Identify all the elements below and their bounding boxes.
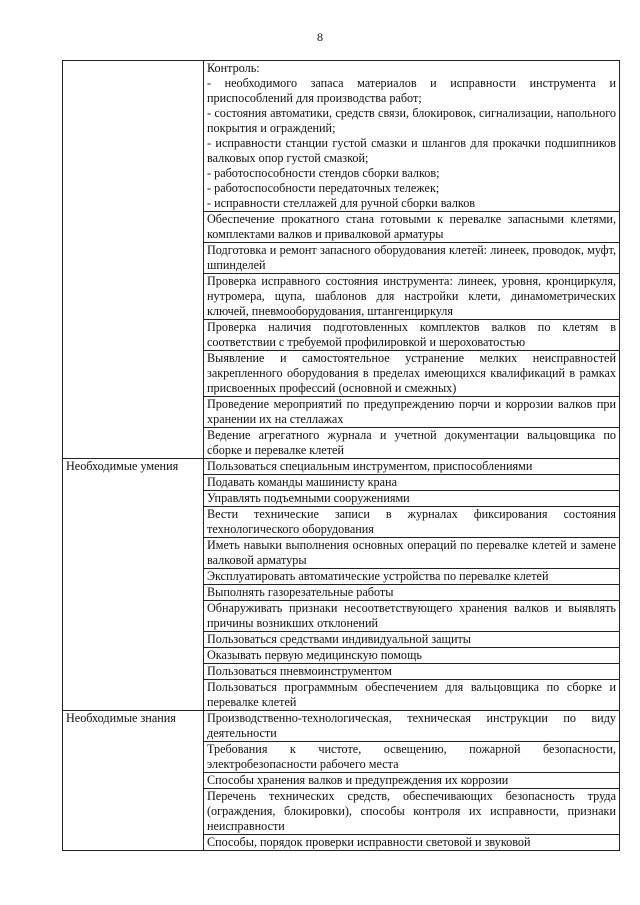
requirement-cell xyxy=(204,459,620,475)
requirement-text: Обеспечение прокатного стана готовыми к перевалке запасными клетями, комплектами валков и привалковой арматуры xyxy=(207,212,616,241)
requirement-cell xyxy=(204,835,620,851)
requirement-text: - исправности станции густой смазки и шлангов для прокачки подшипников валковых опор густой смазкой; xyxy=(207,136,616,165)
competency-table xyxy=(62,60,620,851)
requirement-text: Требования к чистоте, освещению, пожарной безопасности, электробезопасности рабочего места xyxy=(207,742,616,771)
requirement-cell xyxy=(204,585,620,601)
requirement-cell xyxy=(204,538,620,569)
requirement-cell xyxy=(204,243,620,274)
requirement-cell xyxy=(204,569,620,585)
requirement-cell xyxy=(204,632,620,648)
table-row xyxy=(63,459,620,475)
requirement-text: Обнаруживать признаки несоответствующего хранения валков и выявлять причины возникших отклонений xyxy=(207,601,616,630)
requirement-text: Контроль: xyxy=(207,61,260,75)
requirement-text: - необходимого запаса материалов и исправности инструмента и приспособлений для производства работ; xyxy=(207,76,616,105)
requirement-cell xyxy=(204,711,620,742)
requirement-text: Проведение мероприятий по предупреждению порчи и коррозии валков при хранении их на стеллажах xyxy=(207,397,616,426)
requirement-text: - работоспособности стендов сборки валков; xyxy=(207,166,440,180)
requirement-text: Подготовка и ремонт запасного оборудования клетей: линеек, проводок, муфт, шпинделей xyxy=(207,243,616,272)
requirement-cell xyxy=(204,320,620,351)
requirement-text: - исправности стеллажей для ручной сборки валков xyxy=(207,196,476,210)
requirement-cell xyxy=(204,491,620,507)
requirement-text: Ведение агрегатного журнала и учетной документации вальцовщика по сборке и перевалке клетей xyxy=(207,428,616,457)
requirement-cell xyxy=(204,475,620,491)
requirement-cell xyxy=(204,742,620,773)
page-number: 8 xyxy=(317,30,323,44)
requirement-text: Способы хранения валков и предупреждения их коррозии xyxy=(207,773,509,787)
requirement-cell xyxy=(204,397,620,428)
requirement-cell xyxy=(204,648,620,664)
requirement-cell xyxy=(204,601,620,632)
requirement-text: - работоспособности передаточных тележек; xyxy=(207,181,440,195)
requirement-text: Пользоваться пневмоинструментом xyxy=(207,664,392,678)
requirement-text: Вести технические записи в журналах фиксирования состояния технологического оборудования xyxy=(207,507,616,536)
requirement-cell xyxy=(204,351,620,397)
requirement-text: Пользоваться программным обеспечением для вальцовщика по сборке и перевалке клетей xyxy=(207,680,616,709)
requirement-text: Подавать команды машинисту крана xyxy=(207,475,397,489)
requirement-text: Проверка исправного состояния инструмента: линеек, уровня, кронциркуля, нутромера, щупа, шаблонов для настройки клети, динамометрических ключей, пневмооборудования, штангенциркуля xyxy=(207,274,616,318)
requirement-cell xyxy=(204,664,620,680)
requirement-text: Пользоваться специальным инструментом, приспособлениями xyxy=(207,459,533,473)
requirement-cell xyxy=(204,789,620,835)
requirement-cell xyxy=(204,428,620,459)
requirement-cell xyxy=(204,680,620,711)
requirement-text: - состояния автоматики, средств связи, блокировок, сигнализации, напольного покрытия и ограждений; xyxy=(207,106,616,135)
section-label: Необходимые знания xyxy=(63,711,204,851)
requirement-text: Управлять подъемными сооружениями xyxy=(207,491,410,505)
requirement-text: Эксплуатировать автоматические устройства по перевалке клетей xyxy=(207,569,549,583)
requirement-cell xyxy=(204,773,620,789)
requirement-cell xyxy=(204,507,620,538)
requirement-text: Проверка наличия подготовленных комплектов валков по клетям в соответствии с требуемой профилировкой и шероховатостью xyxy=(207,320,616,349)
requirement-cell xyxy=(204,274,620,320)
section-label: Необходимые умения xyxy=(63,459,204,711)
requirement-text: Производственно-технологическая, техническая инструкции по виду деятельности xyxy=(207,711,616,740)
table-row xyxy=(63,711,620,742)
requirement-text: Пользоваться средствами индивидуальной защиты xyxy=(207,632,471,646)
requirement-text: Иметь навыки выполнения основных операций по перевалке клетей и замене валковой арматуры xyxy=(207,538,616,567)
requirement-text: Способы, порядок проверки исправности световой и звуковой xyxy=(207,835,531,849)
requirement-text: Выполнять газорезательные работы xyxy=(207,585,394,599)
section-label xyxy=(63,61,204,459)
requirement-cell xyxy=(204,61,620,212)
requirement-text: Оказывать первую медицинскую помощь xyxy=(207,648,422,662)
requirement-cell xyxy=(204,212,620,243)
requirement-text: Перечень технических средств, обеспечивающих безопасность труда (ограждения, блокировки), способы контроля их исправности, признаки неисправности xyxy=(207,789,616,833)
requirement-text: Выявление и самостоятельное устранение мелких неисправностей закрепленного оборудования в пределах имеющихся квалификаций в рамках присвоенных профессий (основной и смежных) xyxy=(207,351,616,395)
table-row xyxy=(63,61,620,212)
